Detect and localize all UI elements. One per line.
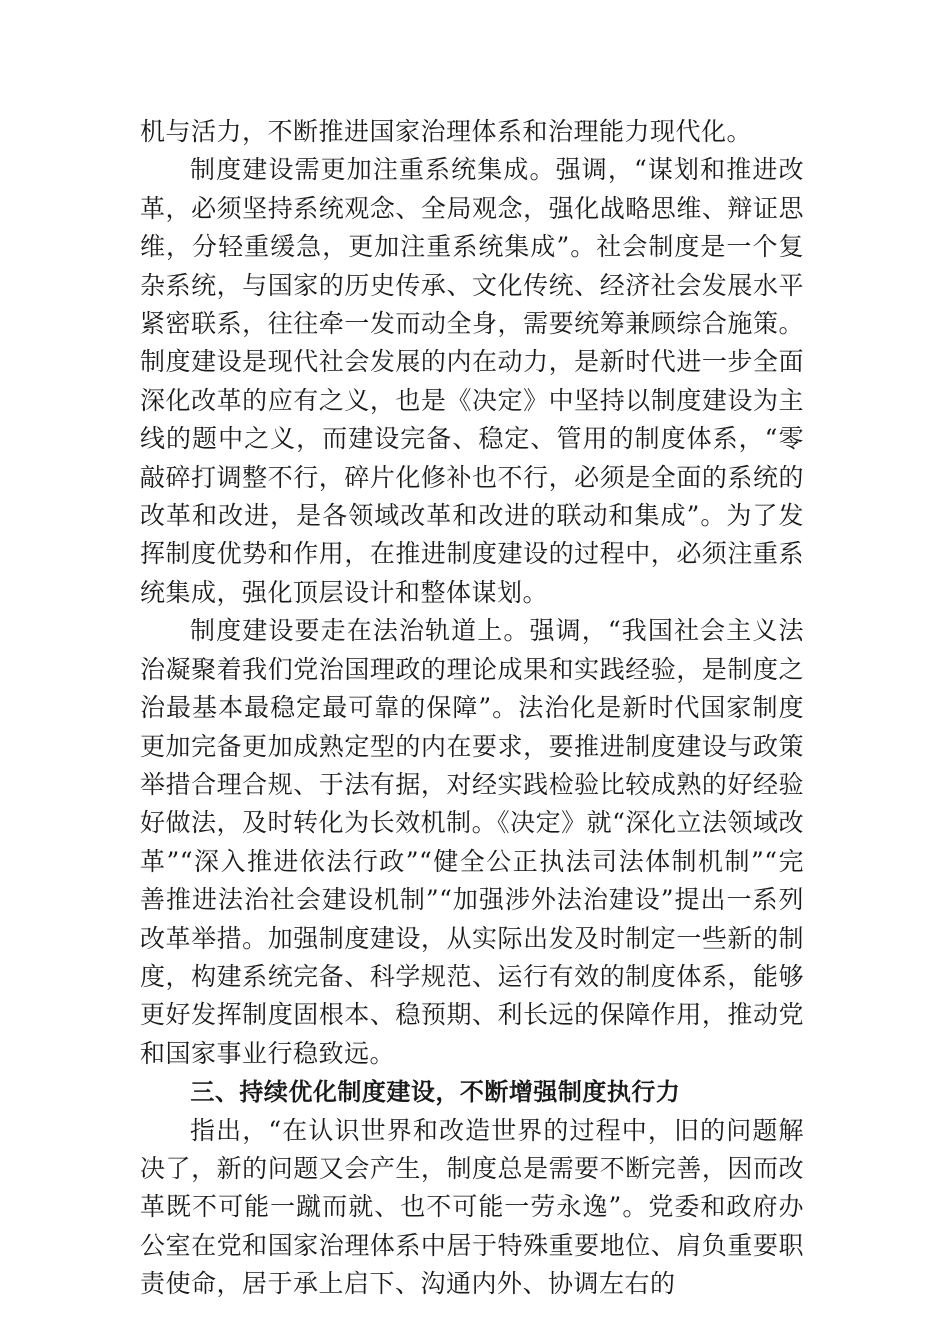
paragraph-continuation: 机与活力，不断推进国家治理体系和治理能力现代化。 (140, 117, 753, 146)
section-heading: 三、持续优化制度建设，不断增强制度执行力 (190, 1078, 681, 1107)
document-page (140, 113, 804, 1304)
paragraph-system-integration: 制度建设需更加注重系统集成。强调，“谋划和推进改革，必须坚持系统观念、全局观念，强化战略思维、辩证思维，分轻重缓急，更加注重系统集成”。社会制度是一个复杂系统，与国家的历史传承、文化传统、经济社会发展水平紧密联系，往往牵一发而动全身，需要统筹兼顾综合施策。制度建设是现代社会发展的内在动力，是新时代进一步全面深化改革的应有之义，也是《决定》中坚持以制度建设为主线的题中之义，而建设完备、稳定、管用的制度体系，“零敲碎打调整不行，碎片化修补也不行，必须是全面的系统的改革和改进，是各领域改革和改进的联动和集成”。为了发挥制度优势和作用，在推进制度建设的过程中，必须注重系统集成，强化顶层设计和整体谋划。 (140, 155, 804, 607)
paragraph-institution-improvement: 指出，“在认识世界和改造世界的过程中，旧的问题解决了，新的问题又会产生，制度总是需要不断完善，因而改革既不可能一蹴而就、也不可能一劳永逸”。党委和政府办公室在党和国家治理体系中居于特殊重要地位、肩负重要职责使命，居于承上启下、沟通内外、协调左右的 (140, 1115, 804, 1299)
paragraph-rule-of-law: 制度建设要走在法治轨道上。强调，“我国社会主义法治凝聚着我们党治国理政的理论成果和实践经验，是制度之治最基本最稳定最可靠的保障”。法治化是新时代国家制度更加完备更加成熟定型的内在要求，要推进制度建设与政策举措合理合规、于法有据，对经实践检验比较成熟的好经验好做法，及时转化为长效机制。《决定》就“深化立法领域改革”“深入推进依法行政”“健全公正执法司法体制机制”“完善推进法治社会建设机制”“加强涉外法治建设”提出一系列改革举措。加强制度建设，从实际出发及时制定一些新的制度，构建系统完备、科学规范、运行有效的制度体系，能够更好发挥制度固根本、稳预期、利长远的保障作用，推动党和国家事业行稳致远。 (140, 616, 804, 1068)
